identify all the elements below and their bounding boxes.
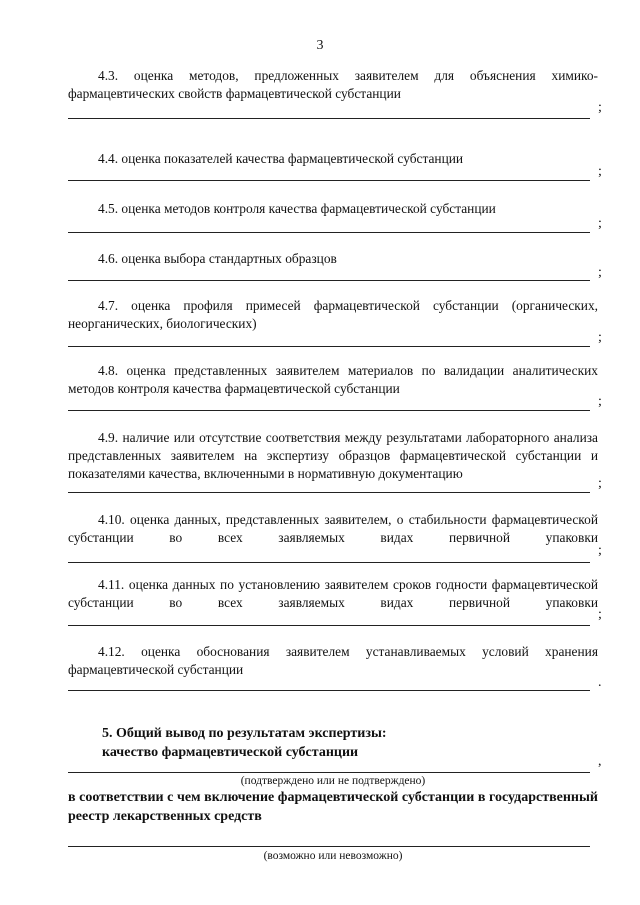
item-4-6-end-mark: ; — [598, 265, 602, 280]
quality-answer-comma: , — [598, 754, 602, 769]
item-4-6-answer-line — [68, 280, 590, 281]
item-4-4-text: 4.4. оценка показателей качества фармацевтической субстанции — [98, 151, 464, 166]
item-4-5 — [68, 200, 598, 218]
item-4-12 — [68, 643, 598, 679]
item-4-11-answer-line — [68, 625, 590, 626]
item-4-10-answer-line — [68, 562, 590, 563]
item-4-8-text: 4.8. оценка представленных заявителем материалов по валидации аналитических методов контроля качества фармацевтической субстанции — [68, 363, 598, 396]
item-4-3-answer-line — [68, 118, 590, 119]
conclusion-paragraph: в соответствии с чем включение фармацевтической субстанции в государственный реестр лекарственных средств — [68, 790, 598, 824]
item-4-6-text: 4.6. оценка выбора стандартных образцов — [98, 251, 337, 266]
item-4-10-end-mark: ; — [598, 543, 602, 558]
item-4-5-answer-line — [68, 232, 590, 233]
item-4-11-text: 4.11. оценка данных по установлению заявителем сроков годности фармацевтической субстанции во всех заявляемых видах первичной упаковки — [68, 577, 598, 610]
item-4-7-end-mark: ; — [598, 330, 602, 345]
item-4-8 — [68, 362, 598, 398]
page-number: 3 — [316, 38, 324, 53]
item-4-11-end-mark: ; — [598, 607, 602, 622]
item-4-7-text: 4.7. оценка профиля примесей фармацевтической субстанции (органических, неорганических, биологических) — [68, 298, 598, 331]
item-4-5-end-mark: ; — [598, 216, 602, 231]
item-4-9-text: 4.9. наличие или отсутствие соответствия между результатами лабораторного анализа представленных заявителем на экспертизу образцов фармацевтической субстанции и показателями качества, включенными в нормативную документацию — [68, 430, 598, 481]
item-4-12-text: 4.12. оценка обоснования заявителем устанавливаемых условий хранения фармацевтической субстанции — [68, 644, 598, 677]
item-4-3-text: 4.3. оценка методов, предложенных заявителем для объяснения химико-фармацевтических свойств фармацевтической субстанции — [68, 68, 598, 101]
item-4-4-end-mark: ; — [598, 164, 602, 179]
item-4-9-end-mark: ; — [598, 476, 602, 491]
item-4-4-answer-line — [68, 180, 590, 181]
item-4-8-end-mark: ; — [598, 394, 602, 409]
item-4-10-text: 4.10. оценка данных, представленных заявителем, о стабильности фармацевтической субстанции во всех заявляемых видах первичной упаковки — [68, 512, 598, 545]
item-4-7-answer-line — [68, 346, 590, 347]
item-4-5-text: 4.5. оценка методов контроля качества фармацевтической субстанции — [98, 201, 496, 216]
item-4-9-answer-line — [68, 492, 590, 493]
conclusion-heading-line1: 5. Общий вывод по результатам экспертизы: — [102, 726, 387, 741]
item-4-9 — [68, 429, 598, 483]
quality-answer-hint: (подтверждено или не подтверждено) — [240, 775, 426, 787]
conclusion-heading-line2: качество фармацевтической субстанции — [102, 745, 359, 760]
inclusion-answer-line — [68, 846, 590, 847]
item-4-4 — [68, 150, 598, 168]
quality-answer-line — [68, 772, 590, 773]
item-4-12-answer-line — [68, 690, 590, 691]
item-4-6 — [68, 250, 598, 268]
item-4-7 — [68, 297, 598, 333]
item-4-10 — [68, 511, 598, 547]
item-4-11 — [68, 576, 598, 612]
inclusion-answer-hint: (возможно или невозможно) — [263, 850, 403, 862]
conclusion-heading — [102, 724, 387, 762]
item-4-3-end-mark: ; — [598, 100, 602, 115]
item-4-12-end-mark: . — [598, 675, 602, 690]
item-4-3 — [68, 67, 598, 103]
item-4-8-answer-line — [68, 410, 590, 411]
